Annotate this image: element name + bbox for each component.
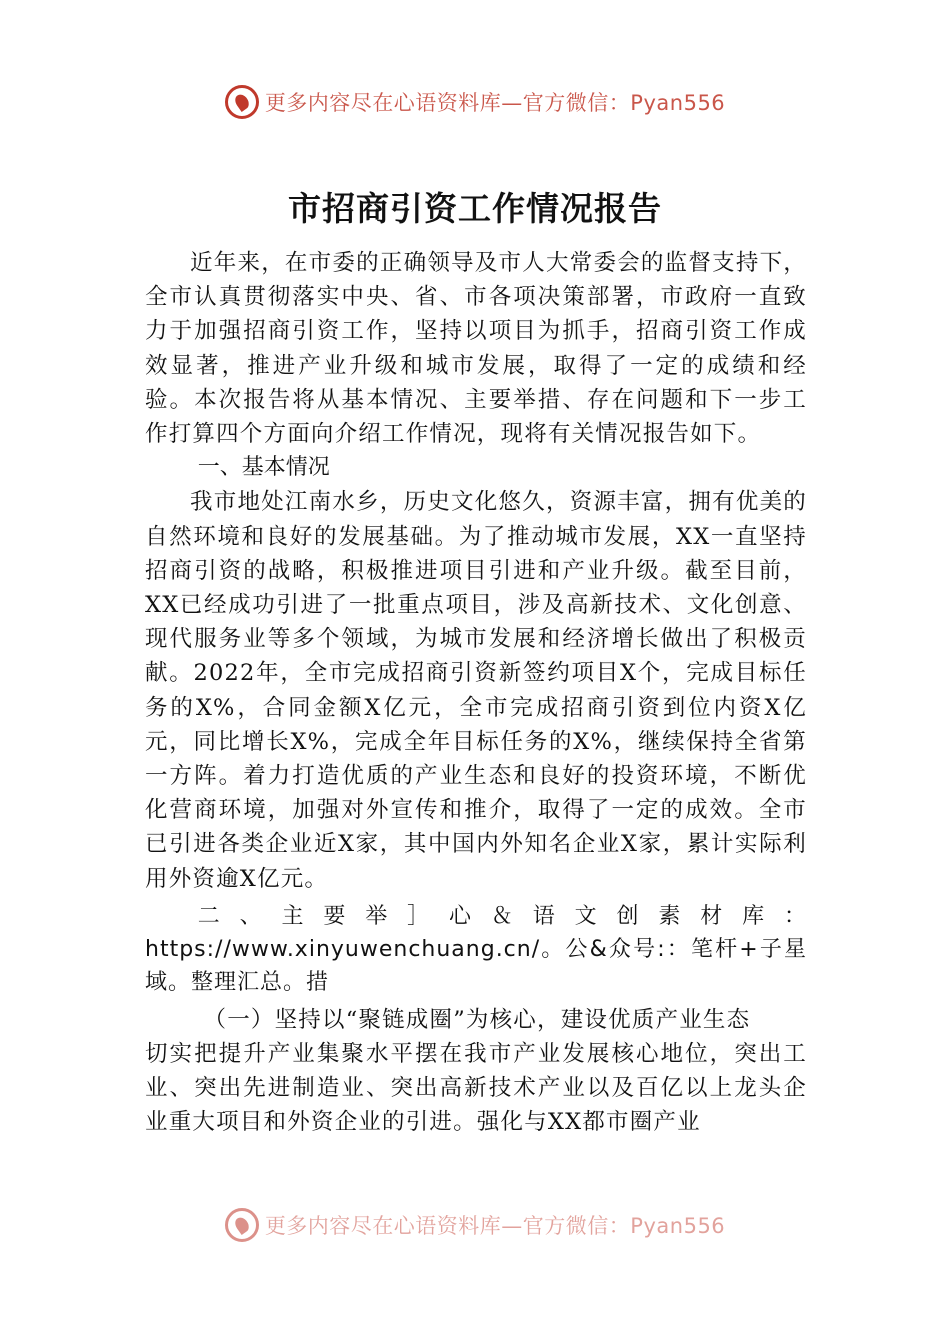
subsection1-paragraph: 切实把提升产业集聚水平摆在我市产业发展核心地位，突出工业、突出先进制造业、突出高新技术产业以及百亿以上龙头企业重大项目和外资企业的引进。强化与XX都市圈产业 xyxy=(145,1041,807,1136)
section2-heading: 二、主要举］心＆语文创素材库：https://www.xinyuwenchuang.cn/。公&众号:：笔杆+子星域。整理汇总。措 xyxy=(145,903,807,995)
section1-heading: 一、基本情况 xyxy=(197,455,330,481)
watermark-text: 更多内容尽在心语资料库—官方微信：Pyan556 xyxy=(264,1214,726,1238)
logo-icon xyxy=(225,1208,259,1242)
watermark-text: 更多内容尽在心语资料库—官方微信：Pyan556 xyxy=(264,91,726,115)
watermark-footer xyxy=(0,1205,950,1245)
logo-icon xyxy=(225,85,259,119)
intro-paragraph: 近年来，在市委的正确领导及市人大常委会的监督支持下，全市认真贯彻落实中央、省、市各项决策部署，市政府一直致力于加强招商引资工作，坚持以项目为抓手，招商引资工作成效显著，推进产业升级和城市发展，取得了一定的成绩和经验。本次报告将从基本情况、主要举措、存在问题和下一步工作打算四个方面向介绍工作情况，现将有关情况报告如下。 xyxy=(145,250,807,448)
document-title: 市招商引资工作情况报告 xyxy=(288,189,662,228)
subsection1-heading: （一）坚持以“聚链成圈”为核心，建设优质产业生态 xyxy=(203,1006,751,1033)
section1-paragraph: 我市地处江南水乡，历史文化悠久，资源丰富，拥有优美的自然环境和良好的发展基础。为了推动城市发展，XX一直坚持招商引资的战略，积极推进项目引进和产业升级。截至目前，XX已经成功引进了一批重点项目，涉及高新技术、文化创意、现代服务业等多个领域，为城市发展和经济增长做出了积极贡献。2022年，全市完成招商引资新签约项目X个，完成目标任务的X%，合同金额X亿元，全市完成招商引资到位内资X亿元，同比增长X%，完成全年目标任务的X%，继续保持全省第一方阵。着力打造优质的产业生态和良好的投资环境，不断优化营商环境，加强对外宣传和推介，取得了一定的成效。全市已引进各类企业近X家，其中国内外知名企业X家，累计实际利用外资逾X亿元。 xyxy=(145,489,807,892)
document-body xyxy=(145,246,807,1140)
watermark-header xyxy=(0,82,950,122)
